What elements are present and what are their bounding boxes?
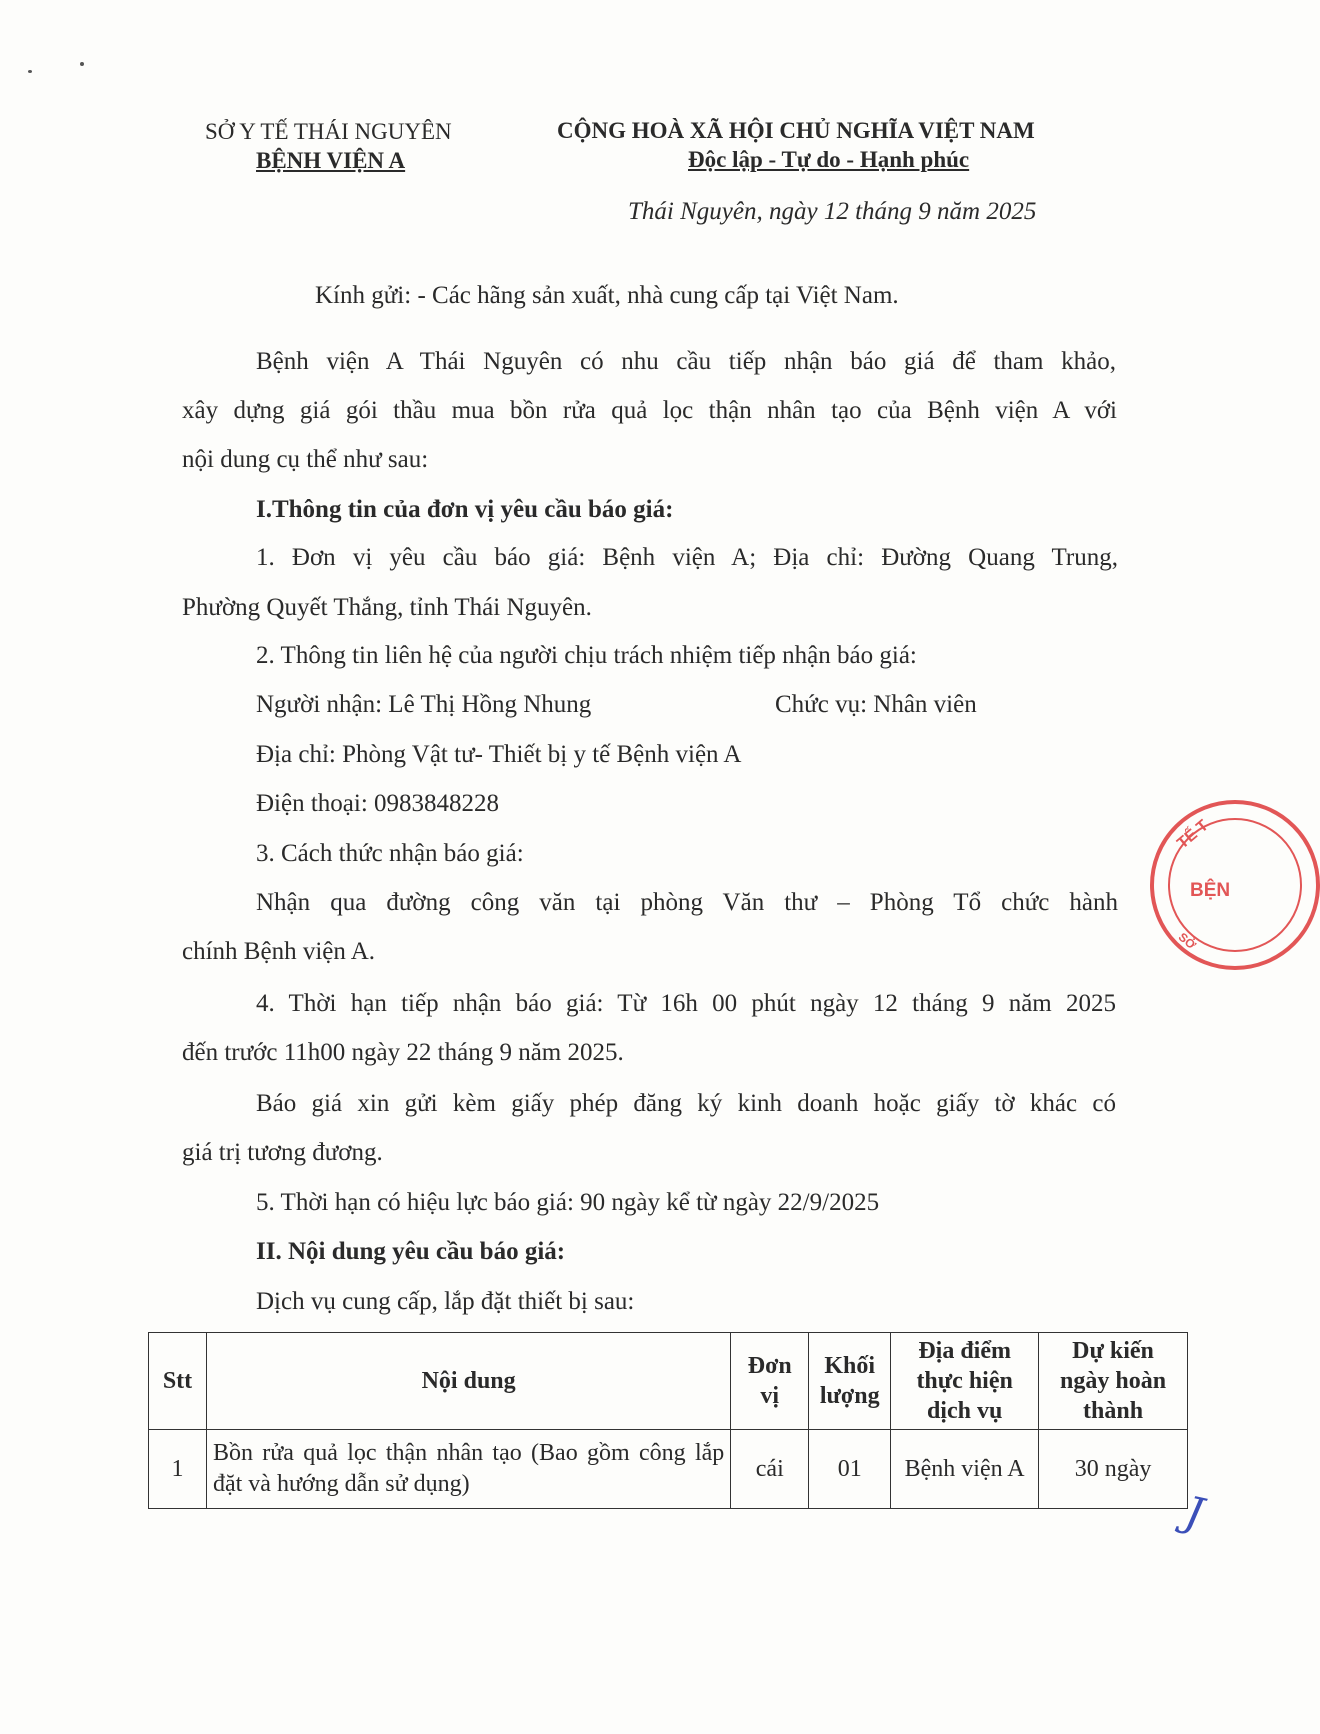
- country-name: CỘNG HOÀ XÃ HỘI CHỦ NGHĨA VIỆT NAM: [557, 118, 1035, 143]
- scan-speck: [80, 62, 84, 66]
- cell-content: Bồn rửa quả lọc thận nhân tạo (Bao gồm công lắp đặt và hướng dẫn sử dụng): [206, 1430, 730, 1509]
- org-name: BỆNH VIỆN A: [256, 148, 406, 173]
- stamp-text-bottom: SỞ: [1175, 929, 1199, 953]
- intro-line-2: xây dựng giá gói thầu mua bồn rửa quả lọc thận nhân tạo của Bệnh viện A với: [182, 397, 1117, 424]
- receiver-name: Người nhận: Lê Thị Hồng Nhung: [256, 691, 592, 718]
- item-3-line-1: Nhận qua đường công văn tại phòng Văn thư – Phòng Tổ chức hành: [256, 889, 1118, 916]
- cell-unit: cái: [731, 1430, 809, 1509]
- item-2-heading: 2. Thông tin liên hệ của người chịu trách nhiệm tiếp nhận báo giá:: [256, 642, 917, 669]
- motto: Độc lập - Tự do - Hạnh phúc: [688, 147, 970, 172]
- cell-stt: 1: [149, 1430, 207, 1509]
- col-header-content: Nội dung: [206, 1333, 730, 1430]
- receiver-phone: Điện thoại: 0983848228: [256, 790, 500, 817]
- note-line-1: Báo giá xin gửi kèm giấy phép đăng ký kinh doanh hoặc giấy tờ khác có: [256, 1090, 1116, 1117]
- intro-line-1: Bệnh viện A Thái Nguyên có nhu cầu tiếp nhận báo giá để tham khảo,: [256, 348, 1116, 375]
- note-line-2: giá trị tương đương.: [182, 1139, 383, 1166]
- section-1-title: I.Thông tin của đơn vị yêu cầu báo giá:: [256, 496, 674, 523]
- item-3-heading: 3. Cách thức nhận báo giá:: [256, 840, 524, 867]
- quote-request-table: [148, 1332, 1188, 1509]
- table-row: [149, 1430, 1188, 1509]
- stamp-text-middle: BỆN: [1190, 880, 1231, 901]
- table-header-row: [149, 1333, 1188, 1430]
- col-header-stt: Stt: [149, 1333, 207, 1430]
- col-header-completion: Dự kiến ngày hoàn thành: [1039, 1333, 1188, 1430]
- section-2-title: II. Nội dung yêu cầu báo giá:: [256, 1238, 566, 1265]
- receiver-address: Địa chỉ: Phòng Vật tư- Thiết bị y tế Bệnh viện A: [256, 741, 742, 768]
- item-1-line-1: 1. Đơn vị yêu cầu báo giá: Bệnh viện A; Địa chỉ: Đường Quang Trung,: [256, 544, 1118, 571]
- col-header-quantity: Khối lượng: [809, 1333, 891, 1430]
- item-5: 5. Thời hạn có hiệu lực báo giá: 90 ngày kể từ ngày 22/9/2025: [256, 1189, 880, 1216]
- org-parent: SỞ Y TẾ THÁI NGUYÊN: [205, 119, 452, 144]
- official-stamp: [1150, 800, 1320, 970]
- cell-completion: 30 ngày: [1039, 1430, 1188, 1509]
- col-header-unit: Đơn vị: [731, 1333, 809, 1430]
- section-2-subtitle: Dịch vụ cung cấp, lắp đặt thiết bị sau:: [256, 1288, 635, 1315]
- recipient-line: Kính gửi: - Các hãng sản xuất, nhà cung cấp tại Việt Nam.: [315, 282, 899, 309]
- receiver-position: Chức vụ: Nhân viên: [775, 691, 977, 718]
- cell-quantity: 01: [809, 1430, 891, 1509]
- item-4-line-1: 4. Thời hạn tiếp nhận báo giá: Từ 16h 00 phút ngày 12 tháng 9 năm 2025: [256, 990, 1116, 1017]
- stamp-text-top: TẾ T: [1174, 816, 1212, 853]
- intro-line-3: nội dung cụ thể như sau:: [182, 446, 429, 473]
- signature-initial: J: [1181, 1486, 1208, 1539]
- item-3-line-2: chính Bệnh viện A.: [182, 938, 376, 965]
- place-date: Thái Nguyên, ngày 12 tháng 9 năm 2025: [628, 198, 1037, 225]
- cell-location: Bệnh viện A: [891, 1430, 1039, 1509]
- col-header-location: Địa điểm thực hiện dịch vụ: [891, 1333, 1039, 1430]
- scan-speck: [28, 70, 32, 73]
- item-4-line-2: đến trước 11h00 ngày 22 tháng 9 năm 2025.: [182, 1039, 624, 1066]
- item-1-line-2: Phường Quyết Thắng, tỉnh Thái Nguyên.: [182, 594, 592, 621]
